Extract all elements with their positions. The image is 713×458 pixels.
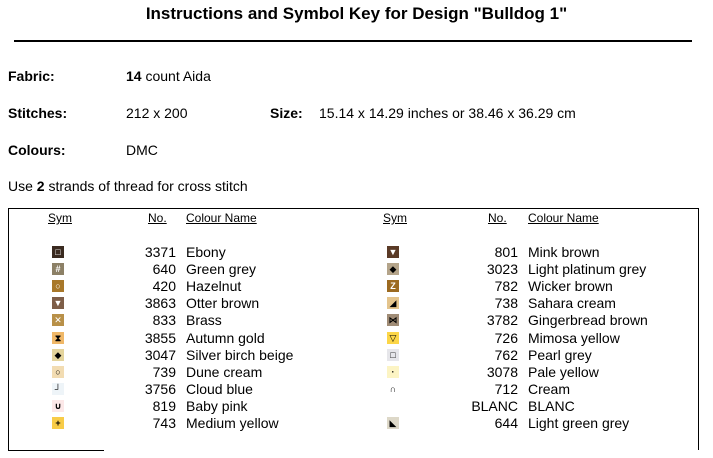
symbol-swatch-icon: ∪: [52, 400, 64, 412]
table-row: [0, 312, 713, 329]
dmc-number: 743: [152, 415, 176, 431]
colour-name: Pale yellow: [528, 363, 599, 380]
dmc-number: 3782: [486, 312, 518, 329]
table-row: [0, 244, 713, 261]
colour-name: Sahara cream: [528, 295, 616, 312]
fabric-type: count Aida: [141, 68, 211, 84]
table-row: [0, 330, 713, 347]
table-row: [0, 278, 713, 295]
symbol-swatch-icon: ✕: [52, 314, 64, 326]
dmc-number: 3078: [486, 363, 518, 380]
thread-instruction: [8, 178, 248, 194]
stitches-label: Stitches:: [8, 105, 68, 121]
dmc-number: 738: [494, 295, 518, 312]
colour-name: Pearl grey: [528, 346, 592, 363]
table-row: [0, 261, 713, 278]
symbol-swatch-icon: Z: [387, 280, 399, 292]
instruction-prefix: Use: [8, 178, 37, 194]
colour-name: Gingerbread brown: [528, 312, 648, 329]
colour-name: Otter brown: [186, 295, 260, 312]
colour-name: Baby pink: [186, 397, 248, 414]
dmc-number: 3756: [144, 380, 176, 397]
header-no-left: No.: [148, 211, 167, 225]
dmc-number: 420: [152, 278, 176, 295]
symbol-swatch-icon: ▽: [387, 332, 399, 344]
table-row: [0, 381, 713, 398]
symbol-swatch-icon: ◢: [387, 297, 399, 309]
size-value: 15.14 x 14.29 inches or 38.46 x 36.29 cm: [319, 105, 576, 121]
symbol-swatch-icon: +: [52, 417, 64, 429]
colour-name: Mink brown: [528, 244, 600, 260]
colour-name: Cream: [528, 380, 571, 397]
colour-name: Mimosa yellow: [528, 329, 620, 346]
symbol-swatch-icon: ∩: [387, 383, 399, 395]
table-row: [0, 415, 713, 432]
strand-count: 2: [36, 178, 45, 194]
dmc-number: 801: [494, 244, 518, 260]
header-sym-left: Sym: [48, 211, 72, 225]
symbol-swatch-icon: ○: [52, 280, 64, 292]
title-underline: [14, 40, 692, 42]
symbol-swatch-icon: ⧗: [52, 332, 64, 344]
symbol-swatch-icon: ◆: [52, 349, 64, 361]
size-label: Size:: [270, 105, 303, 121]
dmc-number: 782: [494, 278, 518, 295]
fabric-value: [126, 68, 211, 84]
symbol-swatch-icon: [387, 400, 399, 412]
colour-name: Light green grey: [528, 415, 630, 431]
symbol-swatch-icon: □: [387, 349, 399, 361]
colour-name: Light platinum grey: [528, 261, 647, 278]
dmc-number: 833: [152, 312, 176, 329]
colour-name: Cloud blue: [186, 380, 253, 397]
symbol-swatch-icon: ⋈: [388, 315, 398, 326]
dmc-number: 3047: [144, 346, 176, 363]
colour-name: Medium yellow: [186, 415, 279, 431]
dmc-number: 762: [494, 346, 518, 363]
header-colour-name-left: Colour Name: [186, 211, 257, 225]
colours-value: DMC: [126, 142, 158, 158]
colour-name: Wicker brown: [528, 278, 613, 295]
symbol-swatch-icon: ◣: [387, 417, 399, 429]
symbol-swatch-icon: ○: [52, 366, 64, 378]
page-title: Instructions and Symbol Key for Design "Bulldog 1": [145, 4, 568, 23]
colour-name: Hazelnut: [186, 278, 242, 295]
table-row: [0, 398, 713, 415]
dmc-number: BLANC: [471, 397, 518, 414]
colour-name: BLANC: [528, 397, 575, 414]
dmc-number: 819: [152, 397, 176, 414]
colours-label: Colours:: [8, 142, 66, 158]
colour-name: Autumn gold: [186, 329, 265, 346]
colour-name: Silver birch beige: [186, 346, 294, 363]
fabric-count: 14: [126, 68, 142, 84]
dmc-number: 726: [494, 329, 518, 346]
table-row: [0, 364, 713, 381]
dmc-number: 3371: [144, 244, 176, 260]
dmc-number: 712: [494, 380, 518, 397]
dmc-number: 3023: [486, 261, 518, 278]
symbol-swatch-icon: ·: [387, 366, 399, 378]
dmc-number: 3863: [144, 295, 176, 312]
symbol-swatch-icon: ◆: [387, 263, 399, 275]
instruction-suffix: strands of thread for cross stitch: [44, 178, 248, 194]
header-sym-right: Sym: [383, 211, 407, 225]
table-row: [0, 295, 713, 312]
dmc-number: 3855: [144, 329, 176, 346]
colour-name: Ebony: [186, 244, 226, 260]
colour-name: Green grey: [186, 261, 257, 278]
symbol-swatch-icon: ▼: [388, 247, 398, 257]
symbol-swatch-icon: □: [52, 246, 64, 258]
dmc-number: 640: [152, 261, 176, 278]
fabric-label: Fabric:: [8, 68, 55, 84]
header-colour-name-right: Colour Name: [528, 211, 599, 225]
dmc-number: 644: [494, 415, 518, 431]
dmc-number: 739: [152, 363, 176, 380]
header-no-right: No.: [488, 211, 507, 225]
table-row: [0, 347, 713, 364]
symbol-swatch-icon: ┘: [52, 383, 64, 395]
colour-name: Dune cream: [186, 363, 263, 380]
table-bottom-rule: [8, 450, 104, 451]
colour-name: Brass: [186, 312, 222, 329]
symbol-swatch-icon: ▼: [53, 298, 63, 309]
symbol-swatch-icon: #: [52, 263, 64, 275]
stitches-value: 212 x 200: [126, 105, 188, 121]
